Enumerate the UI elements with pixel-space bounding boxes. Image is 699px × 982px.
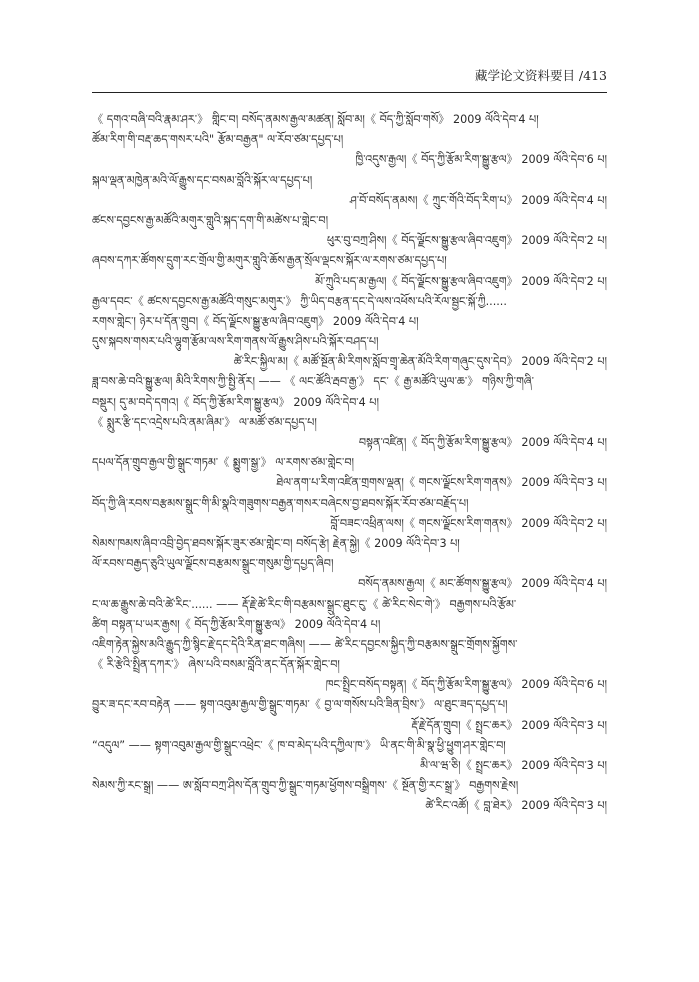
running-head: 藏学论文资料要目 /413	[474, 68, 607, 83]
citation-source-line: ཁང་སྤྲིང་བསོད་བསྟན།《 བོད་ཀྱི་རྩོམ་རིག་སྒྱུ་རྩལ》 2009 ལོའི་དེབ་6 པ།	[325, 678, 607, 692]
entry-title-line: 《 རི་རྩེའི་སྤྲིན་དཀར་》 ཞེས་པའི་བསམ་བློའི་ནང་དོན་སྐོར་གླེང་བ།	[92, 658, 340, 672]
citation-source-line: བསྟན་འཛིན།《 བོད་ཀྱི་རྩོམ་རིག་སྒྱུ་རྩལ》 2009 ལོའི་དེབ་4 པ།	[358, 436, 607, 449]
entry-title-line: ཚངས་དབྱངས་རྒྱ་མཚོའི་མགུར་གླུའི་སྐད་དག་གི་མཚེས་པ་གླེང་བ།	[92, 213, 329, 227]
citation-source-line: བློ་བཟང་འཕྲིན་ལས།《 གངས་ལྗོངས་རིག་གནས》 2009 ལོའི་དེབ་2 པ།	[330, 516, 607, 530]
entry-title-line: བསྡུར། དུ་མ་བདེ་དགའ།《 བོད་ཀྱི་རྩོམ་རིག་སྒྱུ་རྩལ》 2009 ལོའི་དེབ་4 པ།	[92, 395, 379, 409]
entry-title-line: བྱུར་ཟ་དང་རབ་བརྟེན —— སྟག་འབུམ་རྒྱལ་གྱི་སྒྲུང་གཏམ་《 བྱ་ལ་གསོས་པའི་ཟིན་བྲིས་》 ལ་ཐུང་ཟད་དཔྱད་པ།	[92, 698, 508, 712]
entry-title-line: སེམས་ཁམས་ཞིབ་འབྲི་བྱེད་ཐབས་སྐོར་ཟུར་ཙམ་གླེང་བ། བསོད་རྩེ། རྗེན་སྐྱེ།《 2009 ལོའི་དེབ་3 པ།	[92, 536, 460, 550]
entry-title-line: སྐལ་ལྡན་མཁྱེན་མའི་ལོ་རྒྱུས་དང་བསམ་བློའི་སྐོར་ལ་དཔྱད་པ།	[92, 173, 313, 187]
citation-source-line: མོ་ཀྲུའི་པད་མ་རྒྱལ།《 བོད་ལྗོངས་སྒྱུ་རྩལ་ཞིབ་འཇུག》 2009 ལོའི་དེབ་2 པ།	[315, 274, 607, 288]
citation-source-line: ཁྱི་འདུས་རྒྱལ།《 བོད་ཀྱི་རྩོམ་རིག་སྒྱུ་རྩལ》 2009 ལོའི་དེབ་6 པ།	[355, 153, 607, 167]
page-header	[92, 66, 607, 86]
entry-title-line: ང་ལ་ཆ་རྒྱུས་ཆེ་བའི་ཚེ་རིང་...... —— རྡོ་རྗེ་ཚེ་རིང་གི་བརྩམས་སྒྲུང་ཐུང་ངུ་《 ཚེ་རིང་སེང་གེ་》 བརྒྱགས་པའི་རྩོམ་	[92, 597, 517, 611]
entry-title-line: ཚིག བསྟན་པ་ཡར་རྒྱས།《 བོད་ཀྱི་རྩོམ་རིག་སྒྱུ་རྩལ》 2009 ལོའི་དེབ་4 པ།	[92, 617, 381, 631]
bibliography-list	[92, 110, 607, 817]
entry-title-line: དཔལ་དོན་གྲུབ་རྒྱལ་གྱི་སྒྲུང་གཏམ་《 སྨྱུག་སྒྱ་》 ལ་རགས་ཙམ་གླེང་བ།	[92, 456, 354, 470]
citation-source-line: ཚེ་རིང་འཚོ།《 བླ་ཐེར》 2009 ལོའི་དེབ་3 པ།	[425, 799, 607, 813]
entry-title-line: དུས་སྐབས་གསར་པའི་ལྷུག་རྩོམ་ལས་རིག་གནས་ལོ་རྒྱུས་ཤིས་པའི་སྐོར་བཤད་པ།	[92, 335, 379, 349]
entry-title-line: “འདུལ” —— སྟག་འབུམ་རྒྱལ་གྱི་སྒྲུང་འཕྲེང་《 ཁ་བ་མེད་པའི་དཀྱིལ་ཁ་》 ཡི་ནང་གི་མི་སྣ་ཕྱི་ཕྱུག་ཤར་གླེང་བ།	[92, 738, 506, 752]
entry-title-line: རགས་གླེང་། ཉེར་པ་དོན་གྲུབ།《 བོད་ལྗོངས་སྒྱུ་རྩལ་ཞིབ་འཇུག》 2009 ལོའི་དེབ་4 པ།	[92, 314, 419, 328]
entry-title-line: ཚོམ་རིག་གི་བརྡ་ཆད་གསར་པའི" རྩོམ་བརྒྱན" ལ་རོབ་ཙམ་དཔྱད་པ།	[92, 133, 344, 147]
citation-source-line: བསོད་ནམས་རྒྱལ།《 མང་ཚོགས་སྒྱུ་རྩལ》 2009 ལོའི་དེབ་4 པ།	[358, 577, 607, 591]
citation-source-line: ཐེལ་ནག་པ་རིག་འཛིན་གྲགས་ལྡན།《 གངས་ལྗོངས་རིག་གནས》 2009 ལོའི་དེབ་3 པ།	[276, 476, 607, 490]
entry-title-line: བོད་ཀྱི་ཞི་རབས་བརྩམས་སྒྲུང་གི་མི་སྣའི་གཟུགས་བརྒྱན་གསར་བཞེངས་བྱ་ཐབས་སྐོར་རོབ་ཙམ་བརྗོད་པ།	[92, 496, 469, 510]
entry-title-line: 《 དགའ་བཞི་བའི་རྣམ་ཤར་》 གླིང་བ། བསོད་ནམས་རྒྱལ་མཚན། སློབ་མ།《 བོད་ཀྱི་སློབ་གསོ》 2009 ལོའི་དེབ་4 པ།	[92, 113, 539, 126]
citation-source-line: ཚེ་རིང་སྐྱིལ་མ།《 མཚོ་སྔོན་མི་རིགས་སློབ་གྲྭ་ཆེན་མོའི་རིག་གཞུང་དུས་དེབ》 2009 ལོའི་དེབ་2 པ།	[233, 355, 607, 369]
header-rule	[92, 92, 607, 93]
entry-title-line: ཟླ་བས་ཆེ་བའི་སྒྱུ་རྩལ། མིའི་རིགས་ཀྱི་སྤྱི་ནོར། —— 《 ལང་ཚོའི་རྦབ་རྒྱ་》 དང་《 རྒྱ་མཚོའི་ཡུལ་ཆ་》 གཉིས་ཀྱི་གཞི་	[92, 375, 535, 389]
entry-title-line: 《 སྨུར་རྩི་དང་འདྲེས་པའི་ནམ་ཞིམ་》 ལ་མཚོ་ཙམ་དཔྱད་པ།	[92, 415, 317, 429]
citation-source-line: རྡོ་རྗེ་དོན་གྲུབ།《 སྤྲང་ཆར》 2009 ལོའི་དེབ་3 པ།	[411, 718, 607, 732]
entry-title-line: རྒྱལ་དབང་《 ཚངས་དབྱངས་རྒྱ་མཚོའི་གསུང་མགུར་》 ཀྱི་ཡིད་བརྩན་དང་དེ་ལས་འཕོས་པའི་རོལ་སྦྱང་སྐོ་ཀྱི......	[92, 294, 507, 308]
citation-source-line: ཤ་བོ་བསོད་ནམས།《 ཀྲུང་གོའི་བོད་རིག་པ》 2009 ལོའི་དེབ་4 པ།	[349, 193, 607, 207]
entry-title-line: སེམས་ཀྱི་རང་སྒྲ། —— ཨ་སློབ་བཀྲ་ཤིས་དོན་གྲུབ་ཀྱི་སྒྲུང་གཏམ་ཕྱོགས་བསྒྲིགས་《 སྔོན་གྱི་རང་སྒྲ་》 བརྒྱགས་རྗེས།	[92, 779, 519, 793]
entry-title-line: འཇིག་རྟེན་སྐྱེས་མའི་རྒྱུད་ཀྱི་སྙིང་རྗེ་དང་དེའི་རིན་ཐང་གཞིས། —— ཚེ་རིང་དབྱངས་སྐྱིད་ཀྱི་བརྩམས་སྒྲུང་གྲོགས་སྐྱོགས་	[92, 637, 518, 651]
citation-source-line: མི་ལ་ཝ་ཅི།《 སྤྲང་ཆར》 2009 ལོའི་དེབ་3 པ།	[420, 759, 607, 772]
entry-title-line: ཞབས་དཀར་ཚོགས་དྲུག་རང་གྲོལ་གྱི་མགུར་གླུའི་ཆོས་རྒྱན་སྲོལ་ལྡངས་སྐོར་ལ་རགས་ཙམ་དཔྱད་པ།	[92, 254, 447, 268]
citation-source-line: ཕུར་བུ་བཀྲ་ཤིས།《 བོད་ལྗོངས་སྒྱུ་རྩལ་ཞིབ་འཇུག》 2009 ལོའི་དེབ་2 པ།	[326, 234, 607, 248]
entry-title-line: ལོ་རབས་བརྒྱད་ཅུའི་ཡུལ་ལྗོངས་བརྩམས་སྒྲུང་གསུམ་གྱི་དཔྱད་ཞིབ།	[92, 557, 334, 571]
